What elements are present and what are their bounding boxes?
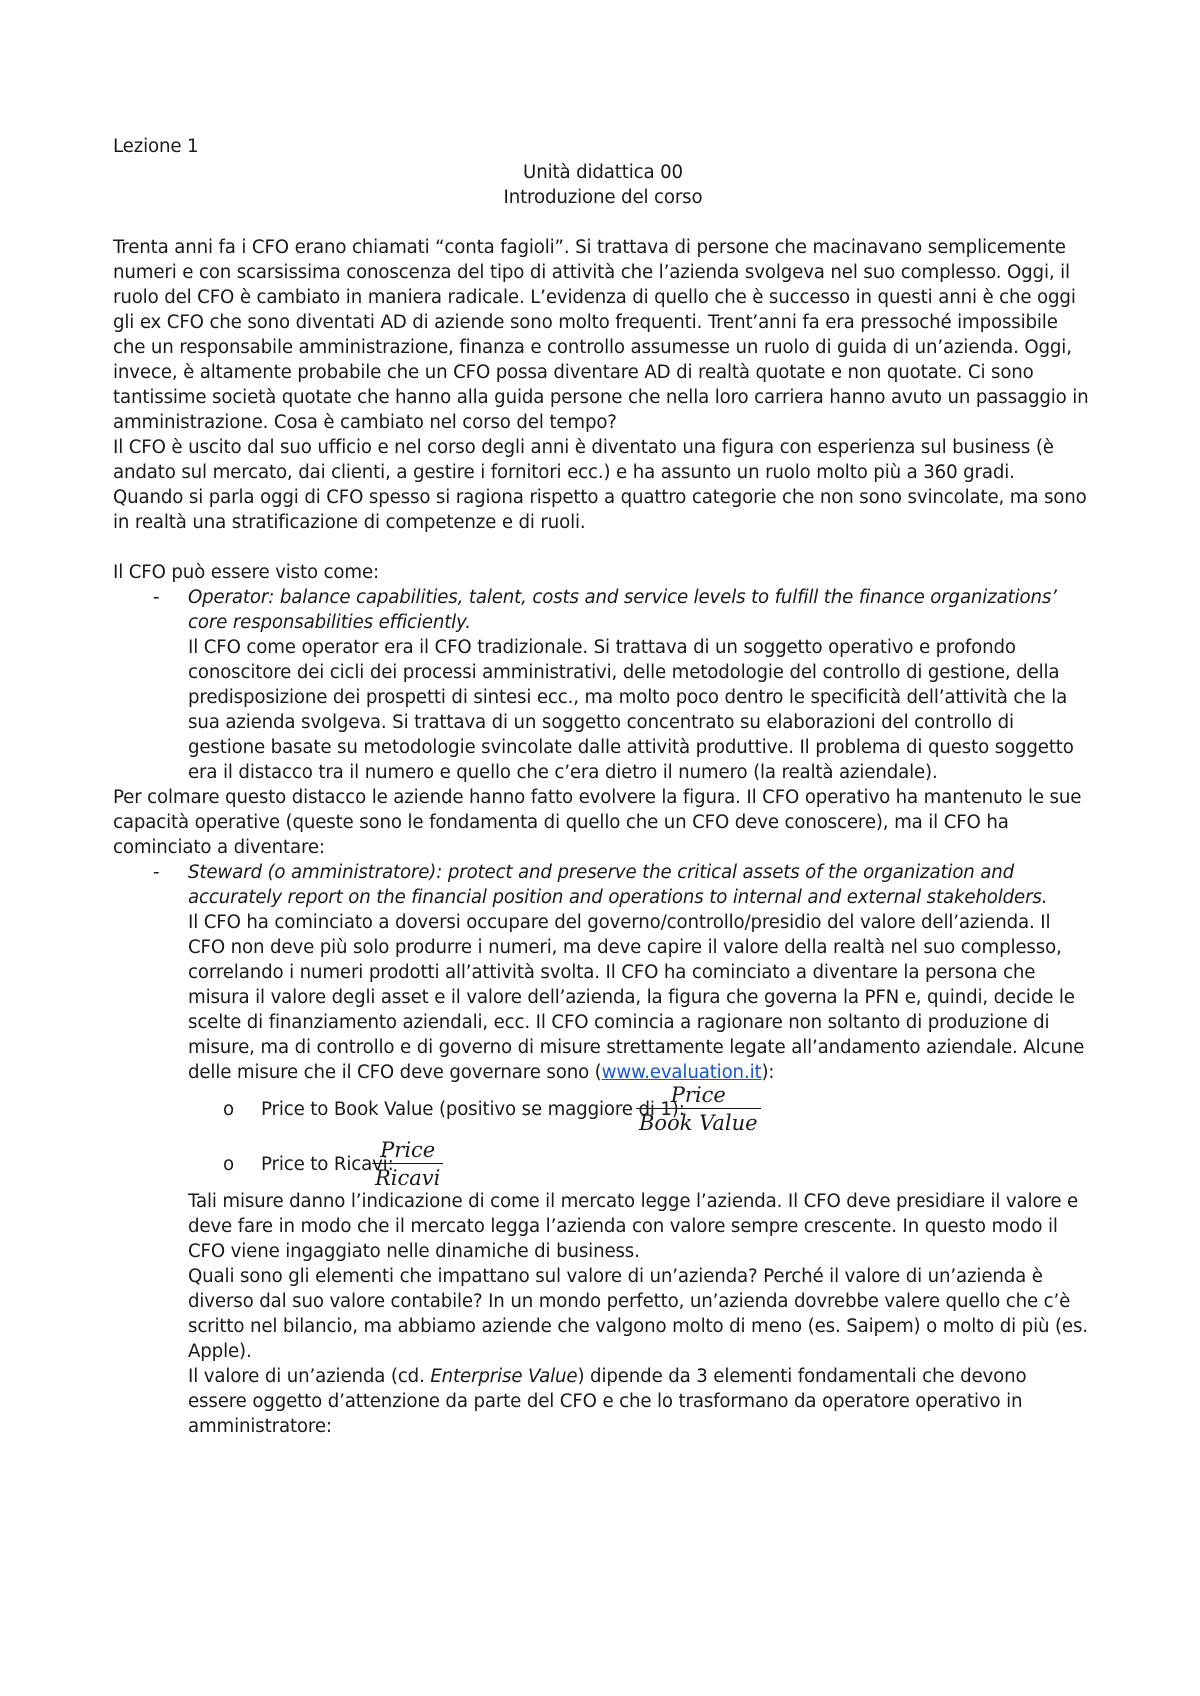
paragraph-line: numeri e con scarsissima conoscenza del tipo di attività che l’azienda svolgeva nel suo complesso. Oggi, il: [113, 262, 1070, 283]
steward-definition: accurately report on the financial position and operations to internal and external stakeholders.: [188, 887, 1048, 908]
paragraph-line: cominciato a diventare:: [113, 837, 325, 858]
paragraph-line: amministrazione. Cosa è cambiato nel corso del tempo?: [113, 412, 617, 433]
paragraph-line: in realtà una stratificazione di competenze e di ruoli.: [113, 512, 586, 533]
operator-body-line: sua azienda svolgeva. Si trattava di un soggetto concentrato su elaborazioni del controllo di: [188, 712, 1014, 733]
fraction-numerator: Price: [380, 1138, 436, 1162]
operator-body-line: predisposizione dei prospetti di sintesi ecc., ma molto poco dentro le specificità dell’attività che la: [188, 687, 1068, 708]
list-bullet-o: o: [223, 1154, 235, 1175]
ev-suffix: ) dipende da 3 elementi fondamentali che devono: [577, 1366, 1027, 1387]
measures-prefix: delle misure che il CFO deve governare sono (: [188, 1062, 602, 1083]
paragraph-line: Trenta anni fa i CFO erano chiamati “conta fagioli”. Si trattava di persone che macinavano semplicemente: [113, 237, 1066, 258]
steward-body-line: Il CFO ha cominciato a doversi occupare del governo/controllo/presidio del valore dell’azienda. Il: [188, 912, 1051, 933]
steward-body-line: scelte di finanziamento aziendali, ecc. Il CFO comincia a ragionare non soltanto di produzione di: [188, 1012, 1050, 1033]
steward-body-line: Apple).: [188, 1341, 252, 1362]
steward-body-line: amministratore:: [188, 1416, 332, 1437]
paragraph-line: Per colmare questo distacco le aziende hanno fatto evolvere la figura. Il CFO operativo ha mantenuto le sue: [113, 787, 1082, 808]
steward-body-line: diverso dal suo valore contabile? In un mondo perfetto, un’azienda dovrebbe valere quello che c’è: [188, 1291, 1071, 1312]
operator-body-line: gestione basate su metodologie svincolate dalle attività produttive. Il problema di questo soggetto: [188, 737, 1074, 758]
fraction-denominator: Book Value: [639, 1111, 758, 1135]
steward-body-line: deve fare in modo che il mercato legga l’azienda con valore sempre crescente. In questo modo il: [188, 1216, 1058, 1237]
ev-term: Enterprise Value: [430, 1366, 578, 1387]
measure-price-to-book: Price to Book Value (positivo se maggiore di 1):: [261, 1099, 685, 1120]
paragraph-line: ruolo del CFO è cambiato in maniera radicale. L’evidenza di quello che è successo in questi anni è che oggi: [113, 287, 1076, 308]
enterprise-value-line: [188, 1363, 1026, 1390]
paragraph-line: che un responsabile amministrazione, finanza e controllo assumesse un ruolo di guida di un’azienda. Oggi,: [113, 337, 1072, 358]
paragraph-line: andato sul mercato, dai clienti, a gestire i fornitori ecc.) e ha assunto un ruolo molto più a 360 gradi.: [113, 462, 1015, 483]
evaluation-link[interactable]: www.evaluation.it: [601, 1062, 762, 1083]
operator-definition: core responsabilities efficiently.: [188, 612, 471, 633]
list-bullet-o: o: [223, 1099, 235, 1120]
lesson-heading: Lezione 1: [113, 136, 199, 157]
cfo-roles-intro: Il CFO può essere visto come:: [113, 562, 379, 583]
paragraph-line: capacità operative (queste sono le fondamenta di quello che un CFO deve conoscere), ma il CFO ha: [113, 812, 1009, 833]
course-subtitle: Introduzione del corso: [503, 187, 703, 208]
paragraph-line: invece, è altamente probabile che un CFO possa diventare AD di realtà quotate e non quotate. Ci sono: [113, 362, 1034, 383]
paragraph-line: Il CFO è uscito dal suo ufficio e nel corso degli anni è diventato una figura con esperienza sul business (è: [113, 437, 1054, 458]
operator-body-line: conoscitore dei cicli dei processi amministrativi, delle metodologie del controllo di gestione, della: [188, 662, 1060, 683]
fraction-price-book-value: [636, 1082, 761, 1137]
operator-body-line: era il distacco tra il numero e quello che c’era dietro il numero (la realtà aziendale).: [188, 762, 938, 783]
steward-body-line: CFO non deve più solo produrre i numeri, ma deve capire il valore della realtà nel suo complesso,: [188, 937, 1062, 958]
paragraph-line: gli ex CFO che sono diventati AD di aziende sono molto frequenti. Trent’anni fa era pressoché impossibile: [113, 312, 1058, 333]
list-bullet-dash: -: [153, 862, 160, 883]
measures-suffix: ):: [761, 1062, 775, 1083]
steward-body-line: misura il valore degli asset e il valore dell’azienda, la figura che governa la PFN e, quindi, decide le: [188, 987, 1075, 1008]
steward-body-line: correlando i numeri prodotti all’attività svolta. Il CFO ha cominciato a diventare la persona che: [188, 962, 1036, 983]
ev-prefix: Il valore di un’azienda (cd.: [188, 1366, 431, 1387]
fraction-denominator: Ricavi: [375, 1166, 441, 1190]
steward-body-line: Quali sono gli elementi che impattano sul valore di un’azienda? Perché il valore di un’azienda è: [188, 1266, 1043, 1287]
steward-definition: Steward (o amministratore): protect and preserve the critical assets of the organization and: [188, 862, 1015, 883]
steward-body-line: scritto nel bilancio, ma abbiamo aziende che valgono molto di meno (es. Saipem) o molto di più (es.: [188, 1316, 1088, 1337]
paragraph-line: tantissime società quotate che hanno alla guida persone che nella loro carriera hanno avuto un passaggio in: [113, 387, 1089, 408]
steward-body-line: misure, ma di controllo e di governo di misure strettamente legate all’andamento aziendale. Alcune: [188, 1037, 1085, 1058]
steward-body-line: essere oggetto d’attenzione da parte del CFO e che lo trasformano da operatore operativo in: [188, 1391, 1023, 1412]
operator-definition: Operator: balance capabilities, talent, costs and service levels to fulfill the finance organizations’: [188, 587, 1057, 608]
fraction-price-ricavi: [372, 1137, 443, 1192]
measure-price-to-ricavi: Price to Ricavi:: [261, 1154, 394, 1175]
paragraph-line: Quando si parla oggi di CFO spesso si ragiona rispetto a quattro categorie che non sono svincolate, ma sono: [113, 487, 1087, 508]
unit-title: Unità didattica 00: [523, 162, 683, 183]
operator-body-line: Il CFO come operator era il CFO tradizionale. Si trattava di un soggetto operativo e profondo: [188, 637, 1016, 658]
fraction-numerator: Price: [670, 1083, 726, 1107]
steward-body-line: CFO viene ingaggiato nelle dinamiche di business.: [188, 1241, 640, 1262]
list-bullet-dash: -: [153, 587, 160, 608]
steward-body-line: Tali misure danno l’indicazione di come il mercato legge l’azienda. Il CFO deve presidiare il valore e: [188, 1191, 1079, 1212]
